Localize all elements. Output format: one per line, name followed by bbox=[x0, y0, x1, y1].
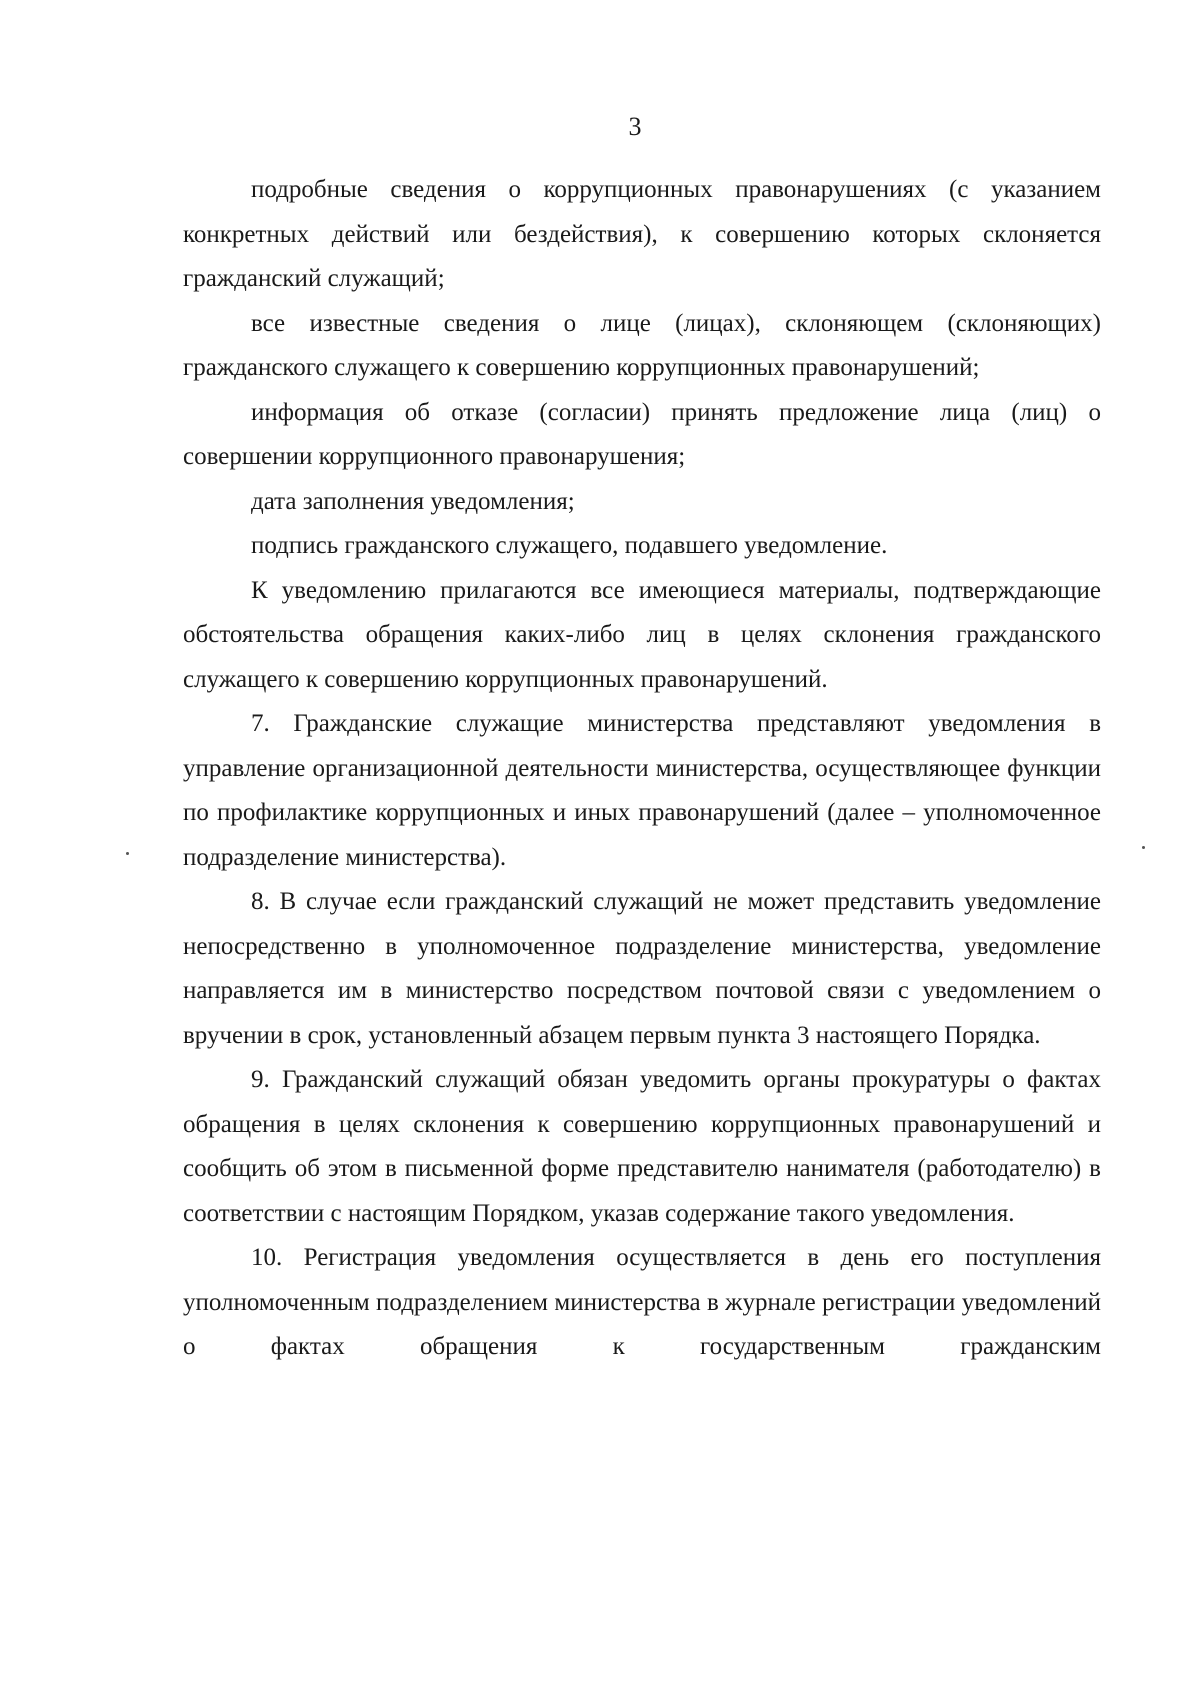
scan-speck bbox=[1142, 846, 1145, 849]
page-number: 3 bbox=[628, 112, 642, 141]
document-body bbox=[183, 168, 1101, 1370]
paragraph-refusal-consent: информация об отказе (согласии) принять предложение лица (лиц) о совершении коррупционного правонарушения; bbox=[183, 398, 1101, 470]
paragraph-fill-date: дата заполнения уведомления; bbox=[251, 487, 575, 515]
paragraph-item-9: 9. Гражданский служащий обязан уведомить органы прокуратуры о фактах обращения в целях склонения к совершению коррупционных правонарушений и сообщить об этом в письменной форме представителю нанимателя (работодателю) в соответствии с настоящим Порядком, указав содержание такого уведомления. bbox=[183, 1066, 1101, 1227]
paragraph-item-7: 7. Гражданские служащие министерства представляют уведомления в управление организационной деятельности министерства, осуществляющее функции по профилактике коррупционных и иных правонарушений (далее – уполномоченное подразделение министерства). bbox=[183, 710, 1101, 871]
paragraph-persons-info: все известные сведения о лице (лицах), склоняющем (склоняющих) гражданского служащего к совершению коррупционных правонарушений; bbox=[183, 309, 1101, 381]
paragraph-details-of-offenses: подробные сведения о коррупционных правонарушениях (с указанием конкретных действий или бездействия), к совершению которых склоняется гражданский служащий; bbox=[183, 176, 1101, 292]
paragraph-signature: подпись гражданского служащего, подавшего уведомление. bbox=[251, 532, 888, 559]
paragraph-attached-materials: К уведомлению прилагаются все имеющиеся материалы, подтверждающие обстоятельства обращения каких-либо лиц в целях склонения гражданского служащего к совершению коррупционных правонарушений. bbox=[183, 576, 1101, 693]
scan-speck bbox=[126, 852, 129, 855]
paragraph-item-10: 10. Регистрация уведомления осуществляется в день его поступления уполномоченным подразделением министерства в журнале регистрации уведомлений о фактах обращения к государственным гражданским bbox=[183, 1244, 1101, 1360]
paragraph-item-8: 8. В случае если гражданский служащий не может представить уведомление непосредственно в уполномоченное подразделение министерства, уведомление направляется им в министерство посредством почтовой связи с уведомлением о вручении в срок, установленный абзацем первым пункта 3 настоящего Порядка. bbox=[183, 888, 1101, 1049]
